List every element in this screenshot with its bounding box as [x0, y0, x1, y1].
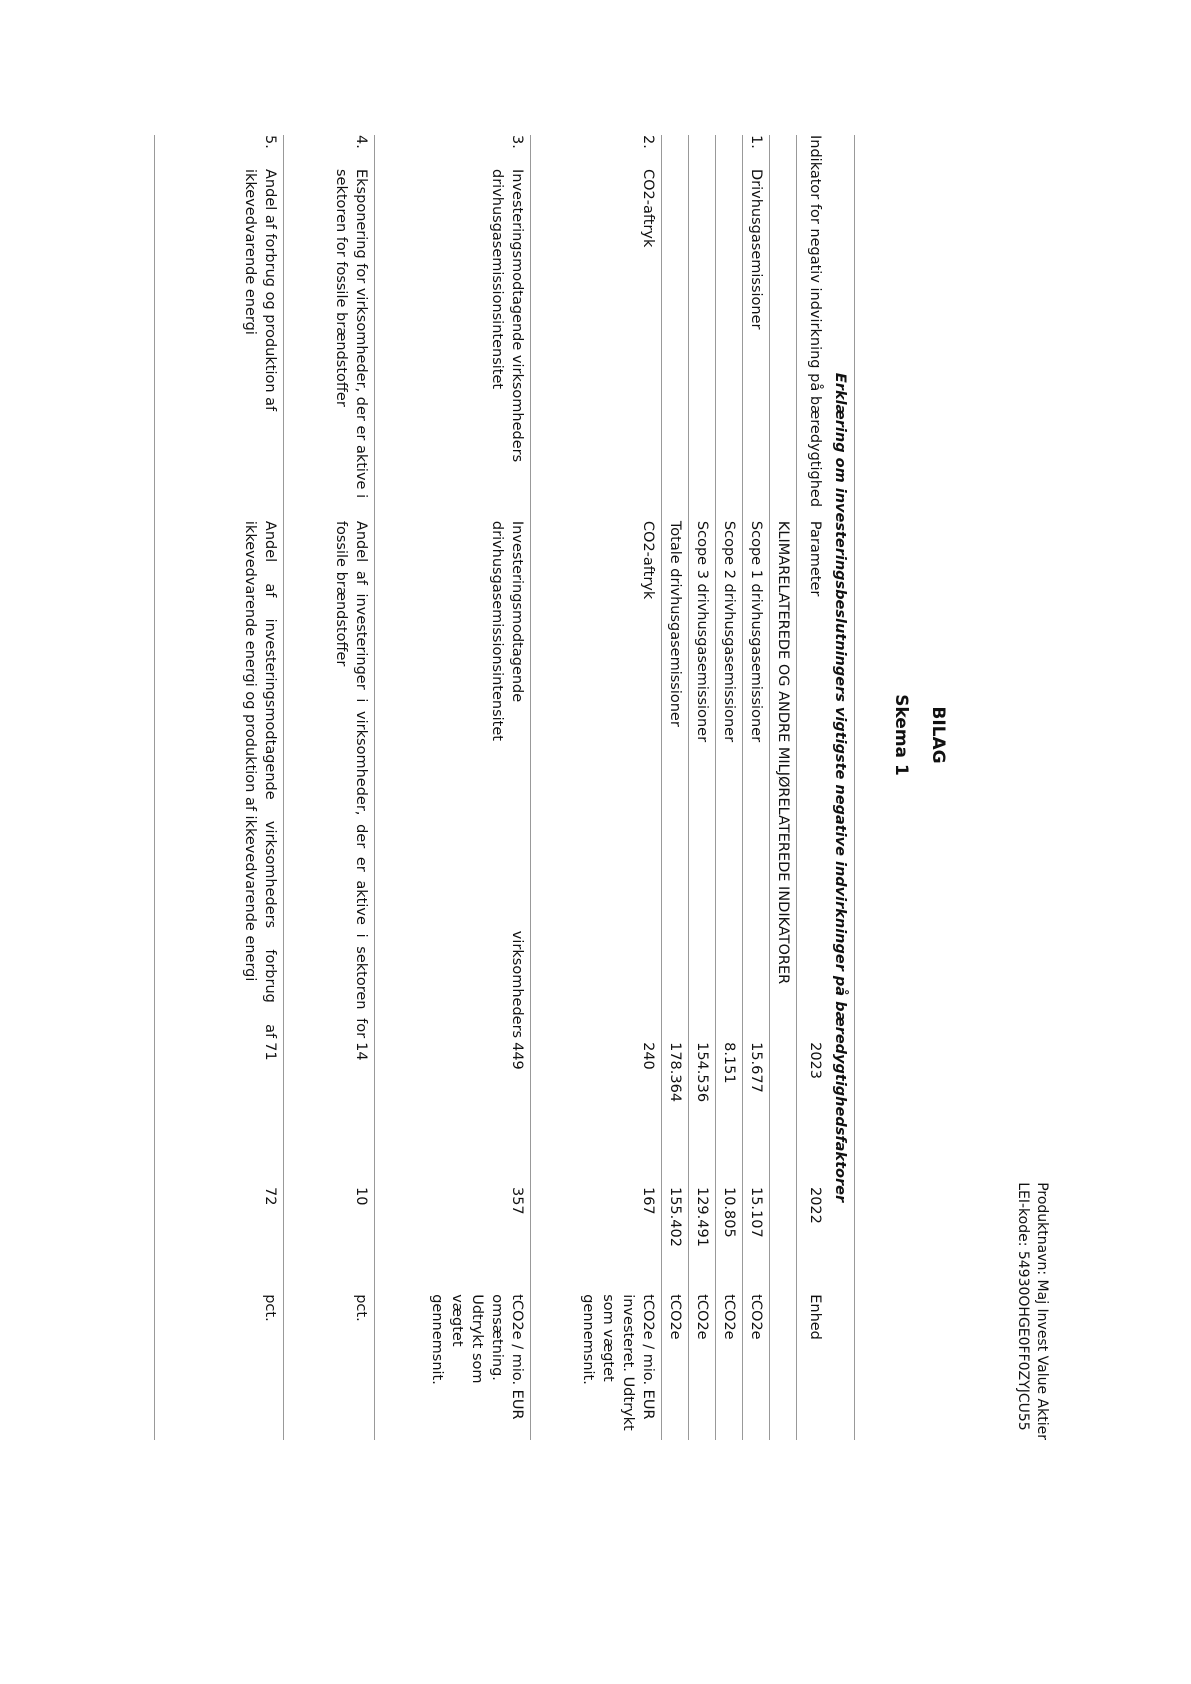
page-title: BILAG: [928, 706, 948, 764]
unit-cell: pct.: [284, 1294, 375, 1440]
column-header-unit: Enhed: [807, 1294, 823, 1340]
indicator-text: Eksponering for virksomheder, der er aktive i sektoren for fossile brændstoffer: [333, 169, 369, 499]
unit-cell: tCO2e: [689, 1294, 716, 1440]
unit-cell: tCO2e / mio. EUR investeret. Udtrykt som vægtet gennemsnit.: [531, 1294, 662, 1440]
unit-cell: tCO2e / mio. EUR omsætning. Udtrykt som vægtet gennemsnit.: [375, 1294, 531, 1440]
indicator-cell: [531, 135, 662, 521]
pai-table: [154, 135, 855, 1440]
column-header-indicator: Indikator for negativ indvirkning på bæredygtighed: [807, 135, 823, 508]
table-row: [662, 135, 689, 1440]
parameter-cell: Andel af investeringer i virksomheder, der er aktive i sektoren for fossile brændstoffer: [284, 521, 375, 1042]
table-caption: Erklæring om investeringsbeslutningers vigtigste negative indvirkninger på bæredygtighedsfaktorer: [828, 135, 855, 1440]
section-heading: KLIMARELATEREDE OG ANDRE MILJØRELATEREDE INDIKATORER: [770, 521, 797, 1440]
indicator-cell: [689, 135, 716, 521]
indicator-cell: [716, 135, 743, 521]
value-2022: 129.491: [689, 1187, 716, 1294]
value-2022: 10: [284, 1187, 375, 1294]
indicator-text: Andel af forbrug og produktion af ikkevedvarende energi: [242, 169, 278, 412]
value-2022: 72: [155, 1187, 284, 1294]
parameter-cell: Investeringsmodtagende virksomheders drivhusgasemissionsintensitet: [375, 521, 531, 1042]
column-header-2022: 2022: [807, 1186, 823, 1224]
value-2023: 15.677: [743, 1042, 770, 1187]
value-2023: 154.536: [689, 1042, 716, 1187]
indicator-cell: [284, 135, 375, 521]
table-row: [155, 135, 284, 1440]
table-row: [743, 135, 770, 1440]
unit-cell: tCO2e: [662, 1294, 689, 1440]
value-2022: 357: [375, 1187, 531, 1294]
table-row: [689, 135, 716, 1440]
value-2023: 240: [531, 1042, 662, 1187]
table-row: [284, 135, 375, 1440]
column-header-parameter: Parameter: [807, 520, 823, 597]
indicator-text: Investeringsmodtagende virksomheders drivhusgasemissionsintensitet: [489, 169, 525, 463]
indicator-text: CO2-aftryk: [640, 169, 656, 248]
table-row: [531, 135, 662, 1440]
parameter-cell: Totale drivhusgasemissioner: [662, 521, 689, 1042]
indicator-number: 3.: [509, 135, 525, 149]
document-header: [1013, 1182, 1051, 1440]
indicator-cell: [375, 135, 531, 521]
value-2022: 167: [531, 1187, 662, 1294]
parameter-cell: Andel af investeringsmodtagende virksomheders forbrug af ikkevedvarende energi og produktion af ikkevedvarende energi: [155, 521, 284, 1042]
product-name: Produktnavn: Maj Invest Value Aktier: [1034, 1182, 1050, 1440]
value-2023: 71: [155, 1042, 284, 1187]
table-row: [375, 135, 531, 1440]
unit-cell: tCO2e: [716, 1294, 743, 1440]
value-2022: 155.402: [662, 1187, 689, 1294]
indicator-cell: [743, 135, 770, 521]
indicator-number: 4.: [353, 135, 369, 149]
table-row: [716, 135, 743, 1440]
column-header-2023: 2023: [807, 1042, 823, 1079]
value-2022: 15.107: [743, 1187, 770, 1294]
indicator-cell: [155, 135, 284, 521]
parameter-cell: Scope 2 drivhusgasemissioner: [716, 521, 743, 1042]
lei-code: LEI-kode: 54930OHGE0FF0ZYJCU55: [1015, 1182, 1031, 1431]
indicator-cell: [662, 135, 689, 521]
indicator-number: 5.: [262, 135, 278, 149]
unit-cell: pct.: [155, 1294, 284, 1440]
unit-cell: tCO2e: [743, 1294, 770, 1440]
value-2022: 10.805: [716, 1187, 743, 1294]
value-2023: 14: [284, 1042, 375, 1187]
page-subtitle: Skema 1: [891, 694, 911, 776]
parameter-cell: Scope 3 drivhusgasemissioner: [689, 521, 716, 1042]
value-2023: 178.364: [662, 1042, 689, 1187]
value-2023: 449: [375, 1042, 531, 1187]
parameter-cell: CO2-aftryk: [531, 521, 662, 1042]
value-2023: 8.151: [716, 1042, 743, 1187]
parameter-cell: Scope 1 drivhusgasemissioner: [743, 521, 770, 1042]
indicator-number: 2.: [640, 135, 656, 149]
indicator-text: Drivhusgasemissioner: [748, 169, 764, 330]
indicator-number: 1.: [748, 135, 764, 149]
